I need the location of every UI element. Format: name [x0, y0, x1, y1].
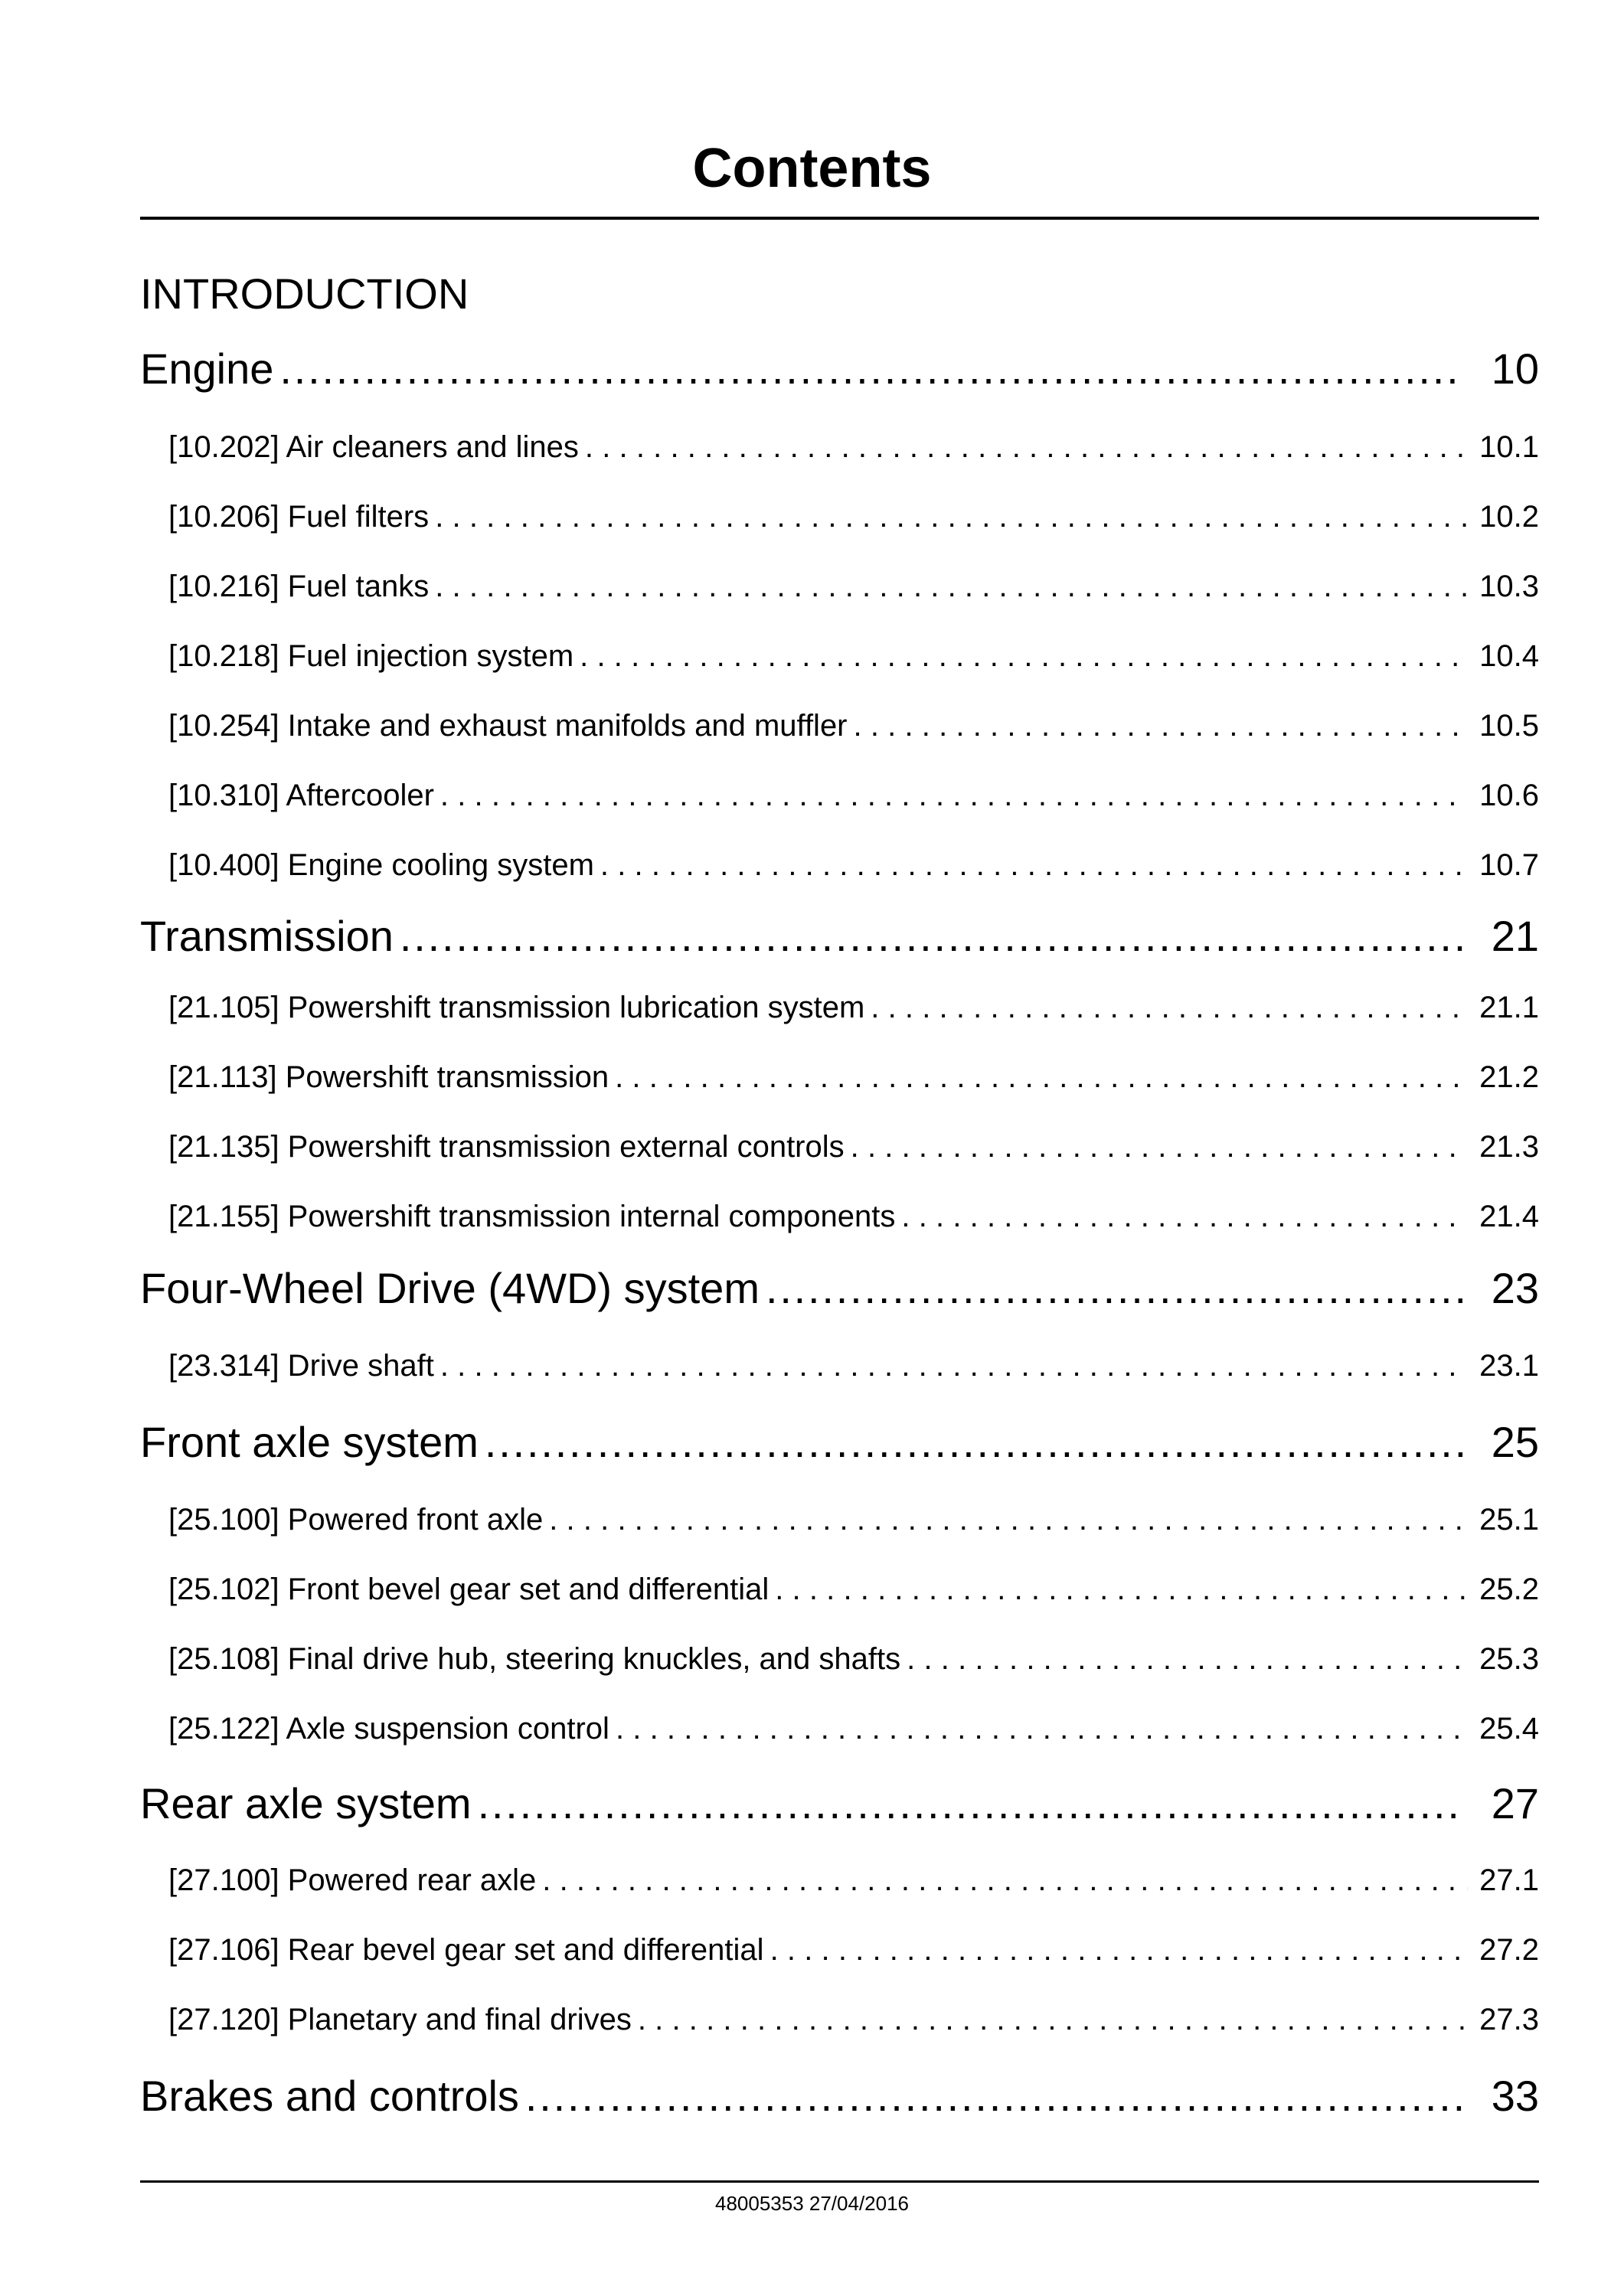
toc-page: 25.1	[1479, 1503, 1539, 1537]
toc-label: Engine	[140, 345, 274, 393]
toc-label: [10.400] Engine cooling system	[168, 848, 594, 882]
toc-intro[interactable]	[140, 269, 1539, 318]
dot-leader	[770, 1932, 1468, 1968]
toc-page: 27.1	[1479, 1863, 1539, 1897]
toc-page: 27.2	[1479, 1933, 1539, 1967]
dot-leader	[435, 568, 1468, 605]
toc-label: [27.120] Planetary and final drives	[168, 2003, 632, 2036]
toc-page: 10.2	[1479, 500, 1539, 534]
toc-label: Brakes and controls	[140, 2072, 519, 2120]
toc-section[interactable]	[168, 847, 1539, 883]
dot-leader	[907, 1641, 1468, 1677]
toc-page: 21.4	[1479, 1200, 1539, 1233]
toc-label: [25.100] Powered front axle	[168, 1503, 544, 1537]
dot-leader	[638, 2001, 1468, 2038]
toc-page: 27	[1491, 1779, 1539, 1827]
toc-label: [23.314] Drive shaft	[168, 1349, 434, 1383]
toc-section[interactable]	[168, 1932, 1539, 1968]
toc-page: 33	[1491, 2072, 1539, 2120]
toc-section[interactable]	[168, 1501, 1539, 1538]
toc-page: 10.3	[1479, 570, 1539, 603]
toc-page: 10	[1491, 345, 1539, 393]
toc-section[interactable]	[168, 777, 1539, 814]
toc-section[interactable]	[168, 1128, 1539, 1165]
toc-page: 10.5	[1479, 709, 1539, 743]
dot-leader	[525, 2072, 1464, 2121]
toc-page: 21.1	[1479, 991, 1539, 1024]
toc-section[interactable]	[168, 1347, 1539, 1384]
dot-leader	[549, 1501, 1468, 1538]
toc-section[interactable]	[168, 1059, 1539, 1096]
dot-leader	[616, 1710, 1468, 1747]
dot-leader	[854, 707, 1468, 744]
toc-label: [10.254] Intake and exhaust manifolds and muffler	[168, 709, 848, 743]
toc-page: 10.1	[1479, 430, 1539, 464]
page-title: Contents	[692, 138, 932, 199]
toc-section[interactable]	[168, 1862, 1539, 1899]
dot-leader	[775, 1571, 1468, 1608]
toc-label: Rear axle system	[140, 1779, 472, 1827]
toc-page: 10.6	[1479, 779, 1539, 812]
dot-leader	[435, 498, 1468, 535]
toc-chapter-brakes[interactable]	[140, 2072, 1539, 2121]
toc-label: [10.310] Aftercooler	[168, 779, 434, 812]
dot-leader	[600, 847, 1468, 883]
toc-page: 23	[1491, 1264, 1539, 1312]
dot-leader	[542, 1862, 1468, 1899]
toc-label: Front axle system	[140, 1418, 479, 1466]
toc-label: Transmission	[140, 912, 394, 960]
toc-chapter-transmission[interactable]	[140, 912, 1539, 961]
toc-section[interactable]	[168, 568, 1539, 605]
toc-page: 10.7	[1479, 848, 1539, 882]
toc-label: [27.100] Powered rear axle	[168, 1863, 537, 1897]
dot-leader	[901, 1198, 1468, 1235]
toc-chapter-engine[interactable]	[140, 345, 1539, 394]
dot-leader	[871, 989, 1468, 1026]
toc-section[interactable]	[168, 1198, 1539, 1235]
dot-leader	[585, 429, 1468, 465]
toc-label: [21.155] Powershift transmission internal components	[168, 1200, 896, 1233]
toc-label: [21.113] Powershift transmission	[168, 1060, 609, 1094]
toc-label: [25.122] Axle suspension control	[168, 1712, 609, 1746]
dot-leader	[851, 1128, 1468, 1165]
toc-chapter-front-axle[interactable]	[140, 1418, 1539, 1467]
toc-chapter-4wd[interactable]	[140, 1264, 1539, 1313]
toc-section[interactable]	[168, 2001, 1539, 2038]
toc-section[interactable]	[168, 1641, 1539, 1677]
toc-page: 10.4	[1479, 639, 1539, 673]
title-rule	[140, 217, 1539, 220]
toc-label: [27.106] Rear bevel gear set and differential	[168, 1933, 764, 1967]
toc-label: [10.216] Fuel tanks	[168, 570, 430, 603]
dot-leader	[279, 345, 1464, 394]
toc-page: 21	[1491, 912, 1539, 960]
toc-label: INTRODUCTION	[140, 269, 469, 318]
toc-page: 25	[1491, 1418, 1539, 1466]
toc-label: [25.108] Final drive hub, steering knuckles, and shafts	[168, 1642, 901, 1676]
toc-section[interactable]	[168, 1571, 1539, 1608]
dot-leader	[478, 1779, 1464, 1828]
dot-leader	[485, 1418, 1464, 1467]
toc-page: 27.3	[1479, 2003, 1539, 2036]
footer-doc-id: 48005353 27/04/2016	[714, 2192, 910, 2215]
dot-leader	[580, 638, 1468, 674]
toc-page: 25.2	[1479, 1573, 1539, 1606]
dot-leader	[440, 777, 1468, 814]
toc-section[interactable]	[168, 989, 1539, 1026]
toc-page: 23.1	[1479, 1349, 1539, 1383]
toc-label: [21.105] Powershift transmission lubrication system	[168, 991, 865, 1024]
toc-page: 25.3	[1479, 1642, 1539, 1676]
toc-label: [21.135] Powershift transmission external controls	[168, 1130, 845, 1164]
footer-rule	[140, 2180, 1539, 2183]
toc-section[interactable]	[168, 638, 1539, 674]
toc-label: [10.218] Fuel injection system	[168, 639, 574, 673]
toc-label: [10.206] Fuel filters	[168, 500, 430, 534]
toc-label: [25.102] Front bevel gear set and differential	[168, 1573, 770, 1606]
toc-label: Four-Wheel Drive (4WD) system	[140, 1264, 760, 1312]
toc-page: 21.3	[1479, 1130, 1539, 1164]
toc-label: [10.202] Air cleaners and lines	[168, 430, 579, 464]
toc-section[interactable]	[168, 1710, 1539, 1747]
toc-section[interactable]	[168, 429, 1539, 465]
toc-section[interactable]	[168, 707, 1539, 744]
toc-chapter-rear-axle[interactable]	[140, 1779, 1539, 1828]
toc-page: 21.2	[1479, 1060, 1539, 1094]
toc-page: 25.4	[1479, 1712, 1539, 1746]
dot-leader	[400, 912, 1464, 961]
dot-leader	[440, 1347, 1468, 1384]
dot-leader	[766, 1264, 1464, 1313]
toc-section[interactable]	[168, 498, 1539, 535]
dot-leader	[615, 1059, 1468, 1096]
